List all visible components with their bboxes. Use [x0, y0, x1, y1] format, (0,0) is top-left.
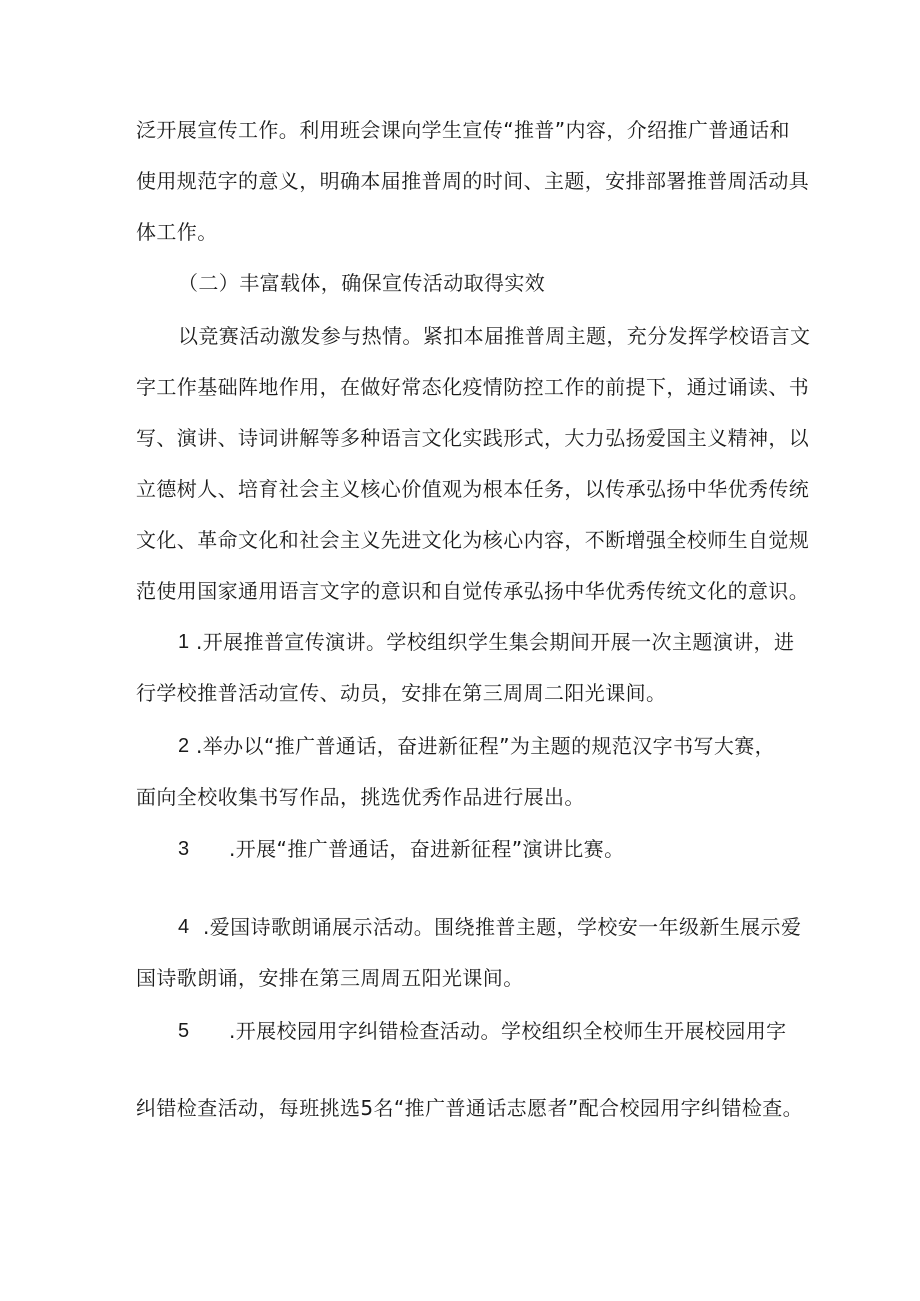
paragraph-line: 写、演讲、诗词讲解等多种语言文化实践形式，大力弘扬爱国主义精神，以	[136, 426, 810, 450]
paragraph-line: 体工作。	[136, 220, 218, 244]
list-item-number: 4	[178, 916, 190, 938]
list-item-number: 5	[178, 1020, 190, 1042]
list-item-number: 2	[178, 735, 190, 757]
list-item-text: .爱国诗歌朗诵展示活动。围绕推普主题，学校安一年级新生展示爱	[203, 915, 802, 939]
list-item-text: 行学校推普活动宣传、动员，安排在第三周周二阳光课间。	[136, 681, 667, 705]
list-item-text: .开展推普宣传演讲。学校组织学生集会期间开展一次主题演讲，进	[196, 630, 795, 654]
list-item-text: 面向全校收集书写作品，挑选优秀作品进行展出。	[136, 785, 585, 809]
paragraph-line: 立德树人、培育社会主义核心价值观为根本任务，以传承弘扬中华优秀传统	[136, 477, 810, 501]
paragraph-line: 泛开展宣传工作。利用班会课向学生宣传“推普”内容，介绍推广普通话和	[136, 118, 790, 142]
list-item-number: 1	[178, 631, 190, 653]
paragraph-line: 使用规范字的意义，明确本届推普周的时间、主题，安排部署推普周活动具	[136, 169, 810, 193]
list-item-text: .开展“推广普通话，奋进新征程”演讲比赛。	[229, 837, 625, 861]
list-item-text: .举办以“推广普通话，奋进新征程”为主题的规范汉字书写大赛，	[196, 734, 776, 758]
list-item-number: 3	[178, 838, 190, 860]
list-item-text: 国诗歌朗诵，安排在第三周周五阳光课间。	[136, 966, 524, 990]
paragraph-line: 以竞赛活动激发参与热情。紧扣本届推普周主题，充分发挥学校语言文	[178, 324, 811, 348]
paragraph-line: 文化、革命文化和社会主义先进文化为核心内容，不断增强全校师生自觉规	[136, 528, 810, 552]
paragraph-line: 字工作基础阵地作用，在做好常态化疫情防控工作的前提下，通过诵读、书	[136, 375, 810, 399]
section-heading: （二）丰富载体，确保宣传活动取得实效	[178, 271, 546, 295]
list-item-text: 纠错检查活动，每班挑选5名“推广普通话志愿者”配合校园用字纠错检查。	[136, 1096, 804, 1120]
paragraph-line: 范使用国家通用语言文字的意识和自觉传承弘扬中华优秀传统文化的意识。	[136, 579, 810, 603]
list-item-text: .开展校园用字纠错检查活动。学校组织全校师生开展校园用字	[229, 1019, 787, 1043]
